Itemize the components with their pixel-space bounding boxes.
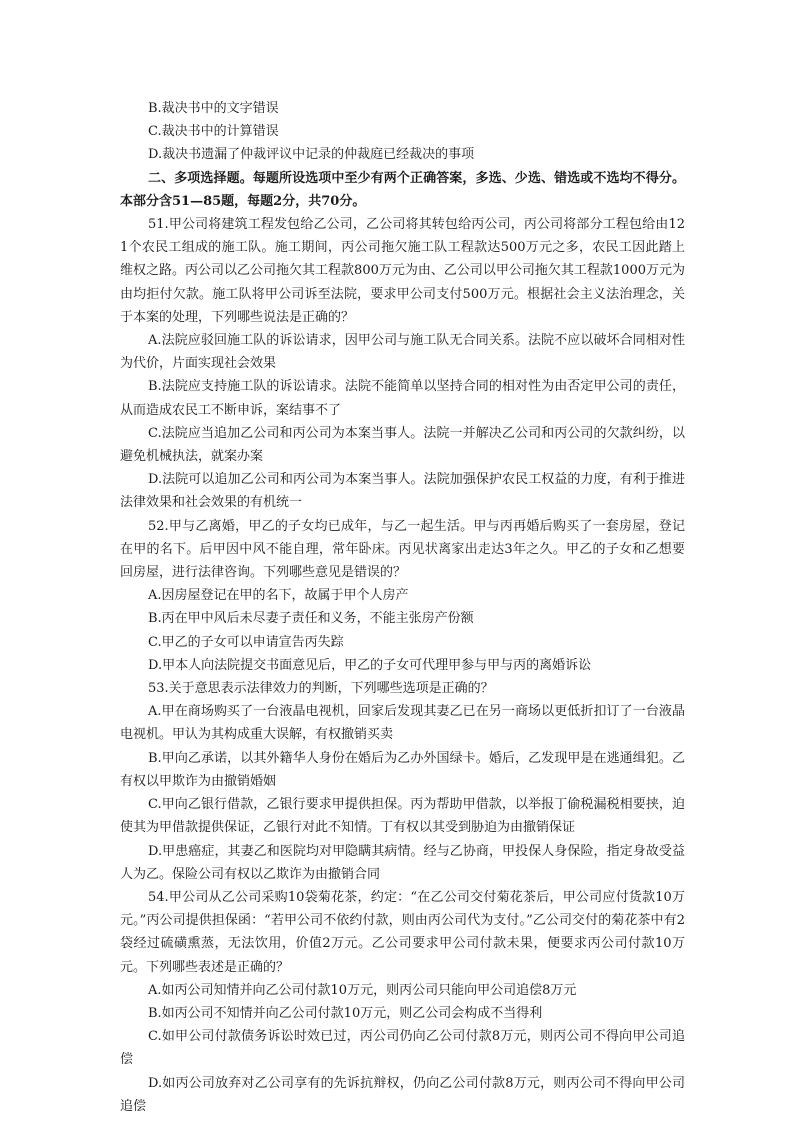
question-stem: 53.关于意思表示法律效力的判断，下列哪些选项是正确的？ bbox=[148, 681, 494, 697]
question-option: D.甲本人向法院提交书面意见后，甲乙的子女可代理甲参与甲与丙的离婚诉讼 bbox=[148, 657, 592, 673]
question-option: D.法院可以追加乙公司和丙公司为本案当事人。法院加强保护农民工权益的力度，有利于推进法律效果和社会效果的有机统一 bbox=[120, 472, 685, 511]
question-option: C.如甲公司付款债务诉讼时效已过，丙公司仍向乙公司付款8万元，则丙公司不得向甲公司追偿 bbox=[120, 1029, 685, 1068]
question-stem: 51.甲公司将建筑工程发包给乙公司，乙公司将其转包给丙公司，丙公司将部分工程包给由121个农民工组成的施工队。施工期间，丙公司拖欠施工队工程款达500万元之多，农民工因此踏上维权之路。丙公司以乙公司拖欠其工程款800万元为由、乙公司以甲公司拖欠其工程款1000万元为由均拒付欠款。施工队将甲公司诉至法院，要求甲公司支付500万元。根据社会主义法治理念，关于本案的处理，下列哪些说法是正确的？ bbox=[120, 217, 685, 325]
question-option: A.因房屋登记在甲的名下，故属于甲个人房产 bbox=[148, 588, 409, 604]
option-line: B.裁决书中的文字错误 bbox=[148, 101, 279, 116]
question-stem: 52.甲与乙离婚，甲乙的子女均已成年，与乙一起生活。甲与丙再婚后购买了一套房屋，登记在甲的名下。后甲因中风不能自理，常年卧床。丙见状离家出走达3年之久。甲乙的子女和乙想要回房屋，进行法律咨询。下列哪些意见是错误的？ bbox=[120, 518, 685, 581]
section-heading: 二、多项选择题。每题所设选项中至少有两个正确答案，多选、少选、错选或不选均不得分。本部分含51—85题，每题2分，共70分。 bbox=[120, 170, 685, 209]
question-option: B.甲向乙承诺，以其外籍华人身份在婚后为乙办外国绿卡。婚后，乙发现甲是在逃通缉犯。乙有权以甲欺诈为由撤销婚姻 bbox=[120, 750, 685, 789]
question-54 bbox=[120, 886, 685, 1118]
question-52 bbox=[120, 515, 685, 677]
question-option: C.甲向乙银行借款，乙银行要求甲提供担保。丙为帮助甲借款，以举报丁偷税漏税相要挟，迫使其为甲借款提供保证，乙银行对此不知情。丁有权以其受到胁迫为由撤销保证 bbox=[120, 797, 685, 836]
option-line: D.裁决书遗漏了仲裁评议中记录的仲裁庭已经裁决的事项 bbox=[148, 147, 475, 163]
question-option: A.如丙公司知情并向乙公司付款10万元，则丙公司只能向甲公司追偿8万元 bbox=[148, 982, 577, 998]
question-option: D.如丙公司放弃对乙公司享有的先诉抗辩权，仍向乙公司付款8万元，则丙公司不得向甲公司追偿 bbox=[120, 1075, 685, 1114]
document-page bbox=[120, 97, 685, 1118]
question-option: C.甲乙的子女可以申请宣告丙失踪 bbox=[148, 634, 344, 650]
question-option: B.如丙公司不知情并向乙公司付款10万元，则乙公司会构成不当得利 bbox=[148, 1005, 543, 1021]
question-53 bbox=[120, 677, 685, 886]
question-option: C.法院应当追加乙公司和丙公司为本案当事人。法院一并解决乙公司和丙公司的欠款纠纷，以避免机械执法，就案办案 bbox=[120, 425, 685, 465]
question-option: D.甲患癌症，其妻乙和医院均对甲隐瞒其病情。经与乙协商，甲投保人身保险，指定身故受益人为乙。保险公司有权以乙欺诈为由撤销合同 bbox=[120, 843, 685, 882]
question-option: B.丙在甲中风后未尽妻子责任和义务，不能主张房产份额 bbox=[148, 611, 474, 627]
option-line: C.裁决书中的计算错误 bbox=[148, 124, 279, 140]
question-option: A.甲在商场购买了一台液晶电视机，回家后发现其妻乙已在另一商场以更低折扣订了一台液晶电视机。甲认为其构成重大误解，有权撤销买卖 bbox=[120, 704, 685, 743]
question-option: B.法院应支持施工队的诉讼请求。法院不能简单以坚持合同的相对性为由否定甲公司的责任，从而造成农民工不断申诉，案结事不了 bbox=[120, 379, 685, 418]
question-stem: 54.甲公司从乙公司采购10袋菊花茶，约定：“在乙公司交付菊花茶后，甲公司应付货款10万元。”丙公司提供担保函：“若甲公司不依约付款，则由丙公司代为支付。”乙公司交付的菊花茶中有2袋经过硫磺熏蒸，无法饮用，价值2万元。乙公司要求甲公司付款未果，便要求丙公司付款10万元。下列哪些表述是正确的？ bbox=[120, 889, 685, 975]
question-51 bbox=[120, 213, 685, 515]
question-option: A.法院应驳回施工队的诉讼请求，因甲公司与施工队无合同关系。法院不应以破坏合同相对性为代价，片面实现社会效果 bbox=[120, 333, 685, 372]
